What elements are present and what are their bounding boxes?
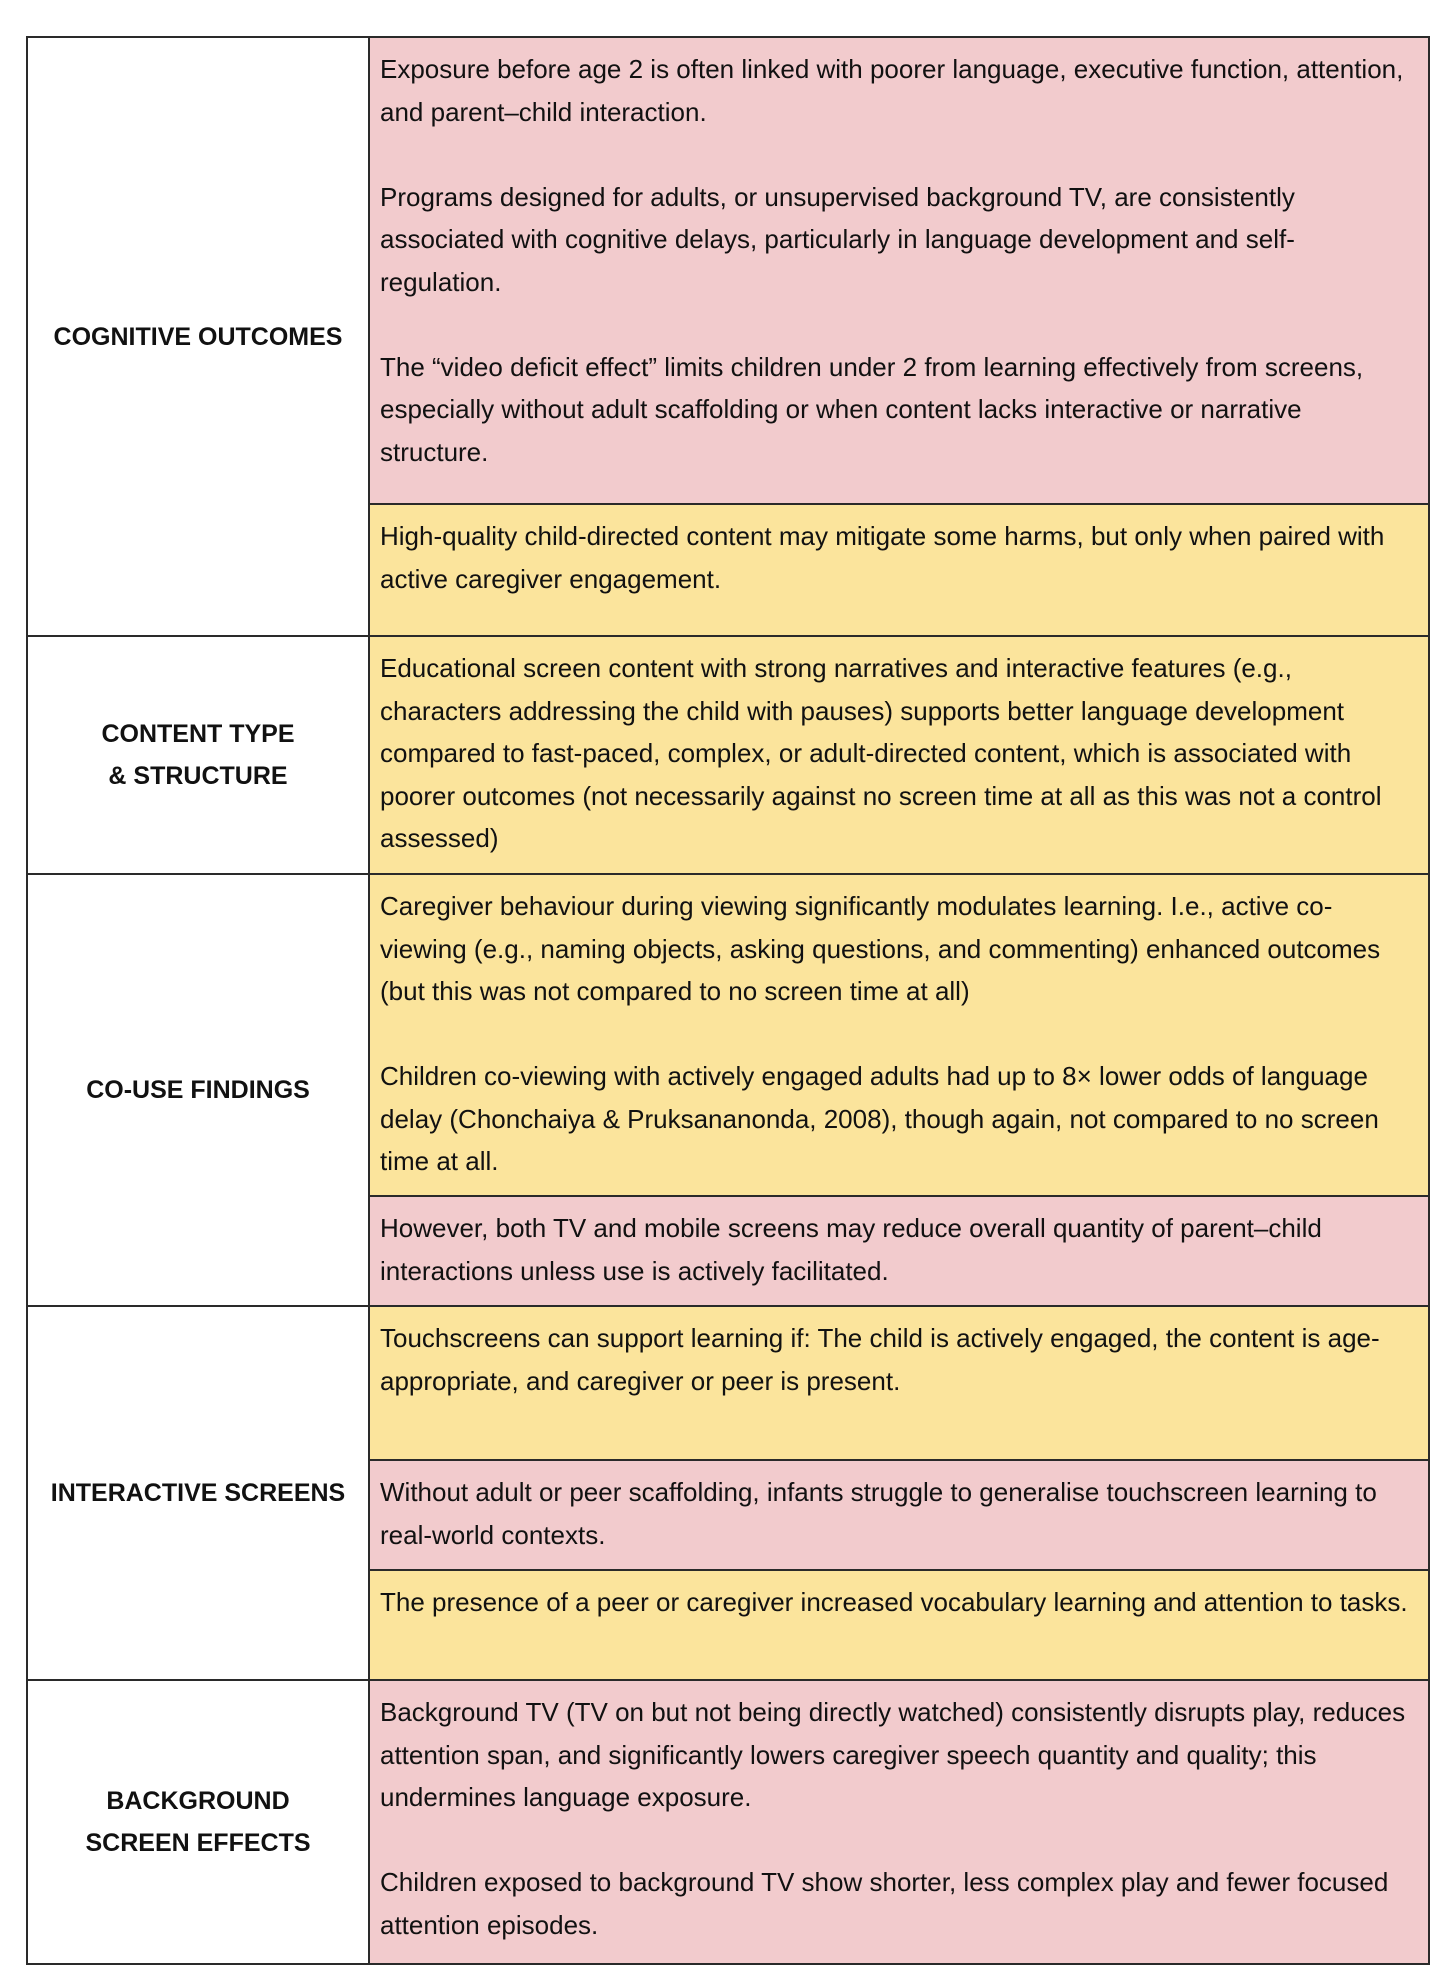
finding-text: The presence of a peer or caregiver increased vocabulary learning and attention to tasks. [380,1587,1408,1617]
finding-text: Children exposed to background TV show shorter, less complex play and fewer focused attention episodes. [380,1867,1389,1940]
finding-text: Background TV (TV on but not being directly watched) consistently disrupts play, reduces attention span, and significantly lowers caregiver speech quantity and quality; this undermines language exposure. [380,1697,1406,1812]
finding-cell [369,504,1429,636]
finding-cell [369,1570,1429,1680]
table-row [27,874,1429,1196]
table-row [27,636,1429,874]
finding-text: Programs designed for adults, or unsupervised background TV, are consistently associated with cognitive delays, particularly in language development and self-regulation. [380,181,1295,297]
finding-text: Educational screen content with strong narratives and interactive features (e.g., characters addressing the child with pauses) supports better language development compared to fast-paced, complex, or adult-directed content, which is associated with poorer outcomes (not necessarily against no screen time at all as this was not a control assessed) [380,653,1382,853]
finding-text: The “video deficit effect” limits children under 2 from learning effectively from screens, especially without adult scaffolding or when content lacks interactive or narrative structure. [380,351,1364,467]
finding-text: Caregiver behaviour during viewing significantly modulates learning. I.e., active co-viewing (e.g., naming objects, asking questions, and commenting) enhanced outcomes (but this was not compared to no screen time at all) [380,891,1381,1006]
finding-text: High-quality child-directed content may mitigate some harms, but only when paired with active caregiver engagement. [380,521,1385,594]
finding-text: Exposure before age 2 is often linked with poorer language, executive function, attention, and parent–child interaction. [380,54,1404,127]
row-label-text: CONTENT TYPE & STRUCTURE [101,720,295,790]
row-label-interactive-screens: INTERACTIVE SCREENS [27,1306,369,1680]
finding-cell [369,874,1429,1196]
finding-text: However, both TV and mobile screens may reduce overall quantity of parent–child interactions unless use is actively facilitated. [380,1213,1322,1286]
table-row [27,1680,1429,1964]
finding-cell [369,1196,1429,1306]
finding-text: Touchscreens can support learning if: The child is actively engaged, the content is age-appropriate, and caregiver or peer is present. [380,1323,1380,1396]
finding-text: Children co-viewing with actively engaged adults had up to 8× lower odds of language delay (Chonchaiya & Pruksananonda, 2008), though again, not compared to no screen time at all. [380,1061,1379,1176]
finding-cell [369,1680,1429,1964]
finding-cell [369,1306,1429,1460]
table-row [27,1306,1429,1460]
finding-cell [369,37,1429,504]
findings-table [26,36,1430,1965]
row-label-co-use-findings: CO-USE FINDINGS [27,874,369,1306]
finding-cell [369,1460,1429,1570]
finding-text: Without adult or peer scaffolding, infants struggle to generalise touchscreen learning to real-world contexts. [380,1477,1377,1550]
table-row [27,37,1429,504]
row-label-cognitive-outcomes: COGNITIVE OUTCOMES [27,37,369,636]
row-label-content-type-structure [27,636,369,874]
row-label-text: BACKGROUND SCREEN EFFECTS [85,1787,311,1857]
row-label-background-screen-effects [27,1680,369,1964]
finding-cell [369,636,1429,874]
